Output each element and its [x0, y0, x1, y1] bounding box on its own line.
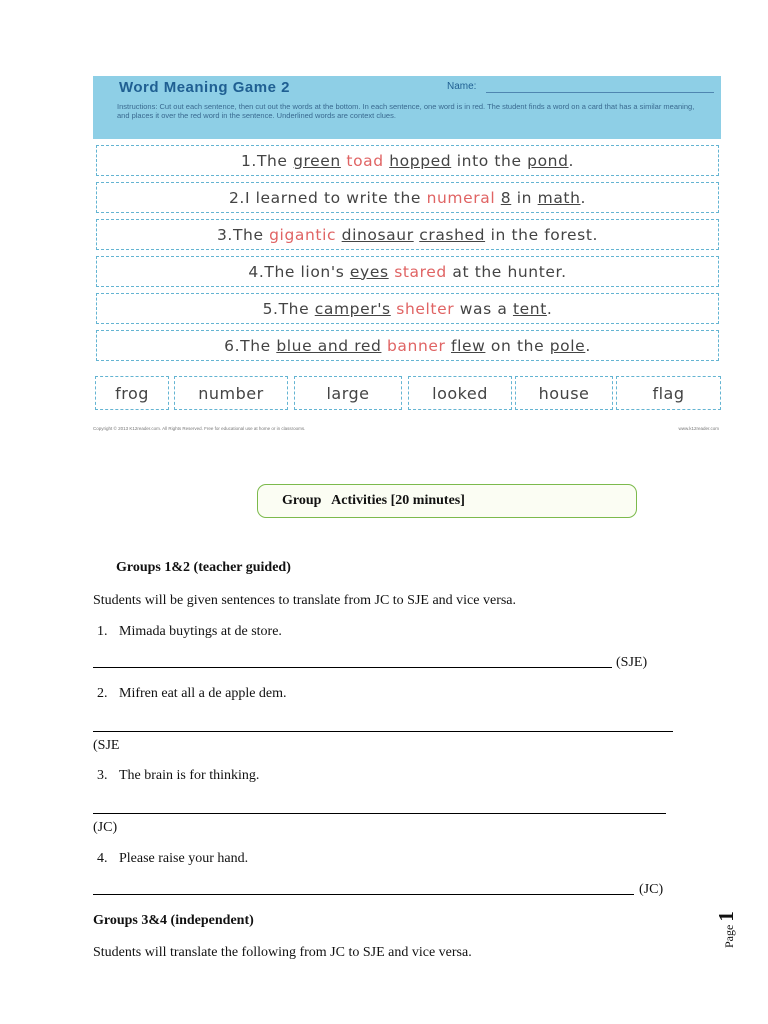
sentence-number: 5. — [262, 299, 279, 318]
answer-line[interactable] — [93, 667, 612, 668]
item-tag: (JC) — [639, 882, 664, 897]
sentence-text: . — [568, 151, 575, 170]
word-card: house — [515, 376, 613, 410]
sentence-text: . — [585, 336, 591, 355]
sentence-number: 4. — [248, 262, 265, 281]
page-number-value: 1 — [714, 911, 738, 922]
clue-word: pole — [549, 336, 586, 355]
page-label-text: Page — [722, 924, 736, 948]
sentence-number: 3. — [216, 225, 233, 244]
worksheet-site: www.k12reader.com — [678, 426, 719, 431]
word-card: number — [174, 376, 288, 410]
page-number — [714, 894, 740, 948]
item-number: 4. — [97, 851, 108, 866]
item-tag: (JC) — [93, 820, 118, 835]
clue-word: pond — [527, 151, 569, 170]
sentence-text: on the — [485, 336, 550, 355]
word-card: flag — [616, 376, 721, 410]
sentence-number: 1. — [240, 151, 257, 170]
sentence-strip — [96, 330, 719, 361]
clue-word: green — [293, 151, 341, 170]
sentence-text: . — [546, 299, 553, 318]
item-sentence: Mifren eat all a de apple dem. — [119, 686, 287, 701]
item-tag: (SJE — [93, 738, 120, 753]
item-sentence: Mimada buytings at de store. — [119, 624, 282, 639]
word-cards — [95, 376, 719, 410]
clue-word: math — [537, 188, 581, 207]
target-word: gigantic — [269, 225, 337, 244]
item-number: 1. — [97, 624, 108, 639]
word-card: looked — [408, 376, 512, 410]
target-word: shelter — [396, 299, 455, 318]
sentence-strip — [96, 145, 719, 176]
sentence-text: was a — [454, 299, 513, 318]
sentence-text: The — [256, 151, 294, 170]
sentence-text: The — [240, 336, 277, 355]
worksheet-name-line — [486, 92, 714, 93]
item-number: 3. — [97, 768, 108, 783]
clue-word: crashed — [419, 225, 486, 244]
target-word: toad — [346, 151, 384, 170]
item-number: 2. — [97, 686, 108, 701]
answer-line[interactable] — [93, 813, 666, 814]
item-sentence: The brain is for thinking. — [119, 768, 260, 783]
groups34-intro: Students will translate the following from JC to SJE and vice versa. — [93, 945, 472, 960]
sentence-number: 6. — [224, 336, 241, 355]
sentence-text: into the — [451, 151, 528, 170]
sentence-text: in the forest. — [485, 225, 599, 244]
sentence-text: The — [232, 225, 270, 244]
worksheet-header — [93, 76, 721, 139]
sentence-text: I learned to write the — [244, 188, 427, 207]
groups12-intro: Students will be given sentences to translate from JC to SJE and vice versa. — [93, 593, 517, 608]
target-word: stared — [394, 262, 447, 281]
sentence-strip — [96, 256, 719, 287]
answer-line[interactable] — [93, 894, 634, 895]
group-activities-box: Group Activities [20 minutes] — [257, 484, 637, 518]
target-word: banner — [386, 336, 446, 355]
clue-word: camper's — [314, 299, 391, 318]
sentence-strip — [96, 182, 719, 213]
groups12-heading: Groups 1&2 (teacher guided) — [116, 560, 291, 575]
worksheet-title: Word Meaning Game 2 — [119, 79, 290, 96]
answer-line[interactable] — [93, 731, 673, 732]
sentence-text: at the hunter. — [446, 262, 567, 281]
clue-word: eyes — [349, 262, 389, 281]
clue-word: hopped — [389, 151, 452, 170]
sentence-text: . — [580, 188, 587, 207]
worksheet-copyright: Copyright © 2013 K12reader.com. All Rights Reserved. Free for educational use at home or in classrooms. — [93, 426, 306, 431]
item-tag: (SJE) — [616, 655, 648, 670]
clue-word: 8 — [500, 188, 512, 207]
worksheet-instructions: Instructions: Cut out each sentence, then cut out the words at the bottom. In each sentence, one word is in red. The student finds a word on a card that has a similar meaning, and places it over the red word in the sentence. Underlined words are context clues. — [117, 102, 695, 120]
sentence-text: in — [511, 188, 538, 207]
clue-word: dinosaur — [341, 225, 414, 244]
clue-word: tent — [512, 299, 547, 318]
worksheet-name-label: Name: — [447, 81, 477, 92]
item-sentence: Please raise your hand. — [119, 851, 249, 866]
sentence-number: 2. — [228, 188, 245, 207]
target-word: numeral — [426, 188, 496, 207]
word-card: frog — [95, 376, 169, 410]
worksheet-image — [93, 76, 721, 436]
sentence-text: The — [278, 299, 315, 318]
sentence-text: The lion's — [264, 262, 350, 281]
sentence-strip — [96, 219, 719, 250]
clue-word: flew — [451, 336, 486, 355]
clue-word: blue and red — [276, 336, 382, 355]
groups34-heading: Groups 3&4 (independent) — [93, 913, 254, 928]
sentence-strip — [96, 293, 719, 324]
word-card: large — [294, 376, 402, 410]
